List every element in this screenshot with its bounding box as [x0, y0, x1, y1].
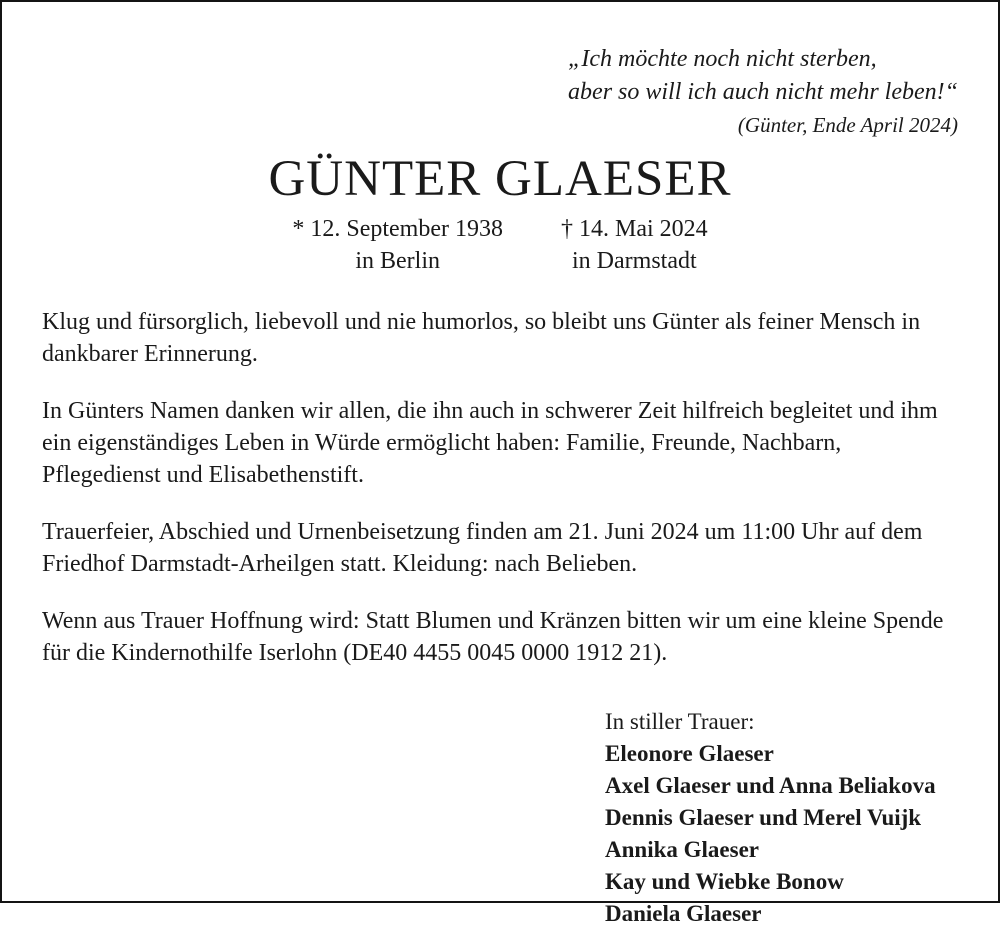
mourners-heading: In stiller Trauer:	[605, 709, 755, 734]
mourner-name: Eleonore Glaeser	[605, 741, 774, 766]
mourner-name: Kay und Wiebke Bonow	[605, 869, 844, 894]
birth-date: * 12. September 1938	[292, 216, 503, 242]
paragraph-thanks: In Günters Namen danken wir allen, die ihn auch in schwerer Zeit hilfreich begleitet und ihm ein eigenständiges Leben in Würde ermöglicht haben: Familie, Freunde, Nachbarn, Pflegedienst und Elisabethenstift.	[42, 398, 938, 488]
paragraph-donations: Wenn aus Trauer Hoffnung wird: Statt Blumen und Kränzen bitten wir um eine kleine Spende für die Kindernothilfe Iserlohn (DE40 4455 0045 0000 1912 21).	[42, 608, 944, 666]
opening-quote	[568, 43, 958, 138]
death-place: in Darmstadt	[572, 248, 697, 274]
mourner-name: Dennis Glaeser und Merel Vuijk	[605, 805, 922, 830]
mourner-name: Annika Glaeser	[605, 837, 759, 862]
life-dates	[2, 213, 998, 277]
mourner-name: Axel Glaeser und Anna Beliakova	[605, 773, 936, 798]
quote-line-1: „Ich möchte noch nicht sterben,	[568, 46, 877, 72]
obituary-body	[42, 306, 962, 669]
quote-line-2: aber so will ich auch nicht mehr leben!“	[568, 79, 958, 105]
deceased-name: GÜNTER GLAESER	[268, 151, 732, 207]
paragraph-funeral-details: Trauerfeier, Abschied und Urnenbeisetzung finden am 21. Juni 2024 um 11:00 Uhr auf dem Friedhof Darmstadt-Arheilgen statt. Kleidung: nach Belieben.	[42, 519, 923, 577]
birth-place: in Berlin	[355, 248, 440, 274]
mourner-name: Daniela Glaeser	[605, 901, 762, 926]
paragraph-remembrance: Klug und fürsorglich, liebevoll und nie humorlos, so bleibt uns Günter als feiner Mensch in dankbarer Erinnerung.	[42, 309, 921, 367]
birth-info	[292, 213, 503, 277]
quote-attribution: (Günter, Ende April 2024)	[737, 113, 958, 137]
death-info	[561, 213, 708, 277]
mourners-section	[605, 706, 958, 930]
death-date: † 14. Mai 2024	[560, 216, 708, 242]
